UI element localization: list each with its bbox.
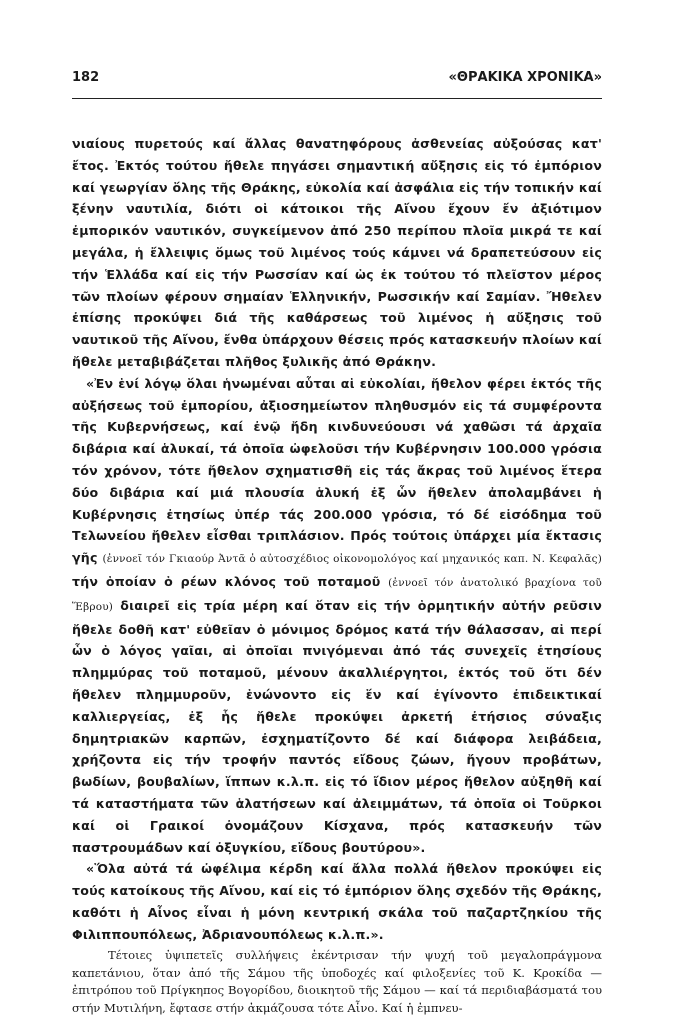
inline-editor-note: (ἐννοεῖ τόν ἀνατολικό βραχίονα τοῦ Ἕβρου) bbox=[72, 576, 602, 613]
paragraph-1 bbox=[72, 133, 602, 373]
paragraph-3 bbox=[72, 858, 602, 945]
paragraph-text: «Ὅλα αὐτά τά ὠφέλιμα κέρδη καί ἄλλα πολλά ἤθελον προκύψει εἰς τούς κατοίκους τῆς Αἴνου, καί εἰς τό ἐμπόριον ὅλης σχεδόν τῆς Θράκης, καθότι ἡ Αἶνος εἶναι ἡ μόνη κεντρική σκάλα τοῦ παζαρτζηκίου τῆς Φιλιππουπόλεως, Ἀδριανουπόλεως κ.λ.π.». bbox=[72, 861, 602, 942]
body-text bbox=[72, 133, 602, 945]
page-number: 182 bbox=[72, 70, 100, 85]
paragraph-2 bbox=[72, 373, 602, 859]
paragraph-text: διαιρεῖ εἰς τρία μέρη καί ὅταν εἰς τήν ὁρμητικήν αὐτήν ρεῦσιν ἤθελε δοθῆ κατ' εὐθεῖαν ὁ μόνιμος δρόμος κατά τήν θάλασσαν, αἱ περί ὧν ὁ λόγος γαῖαι, αἱ ὁποῖαι πνιγόμεναι ἀπό τάς συνεχεῖς ἐτησίους πλημμύρας τοῦ ποταμοῦ, μένουν ἀκαλλιέργητοι, ἐκτός τοῦ ὅτι δέν ἤθελεν πλημμυροῦν, ἑνώνοντο εἰς ἕν καί ἐγίνοντο ἐπιδεικτικαί καλλιεργείας, ἐξ ἧς ἤθελε προκύψει ἀρκετή ἐτήσιος σύναξις δημητριακῶν καρπῶν, ἐσχηματίζοντο δέ καί διάφορα λειβάδεια, χρήζοντα εἰς τήν τροφήν παντός εἴδους ζώων, ἤγουν προβάτων, βωδίων, βουβαλίων, ἵππων κ.λ.π. εἰς τό ἴδιον μέρος ἤθελον αὐξηθῆ καί τά καταστήματα τῶν ἁλατήσεων καί ἀλειμμάτων, τά ὁποῖα οἱ Τοῦρκοι καί οἱ Γραικοί ὀνομάζουν Κίσχανα, πρός κατασκευήν τῶν παστρουμάδων καί ὀξυγκίου, εἴδους βουτύρου». bbox=[72, 597, 602, 855]
paragraph-text: νιαίους πυρετούς καί ἄλλας θανατηφόρους ἀσθενείας αὐξούσας κατ' ἔτος. Ἐκτός τούτου ἤθελε πηγάσει σημαντική αὔξησις εἰς τό ἐμπόριον καί γεωργίαν ὅλης τῆς Θράκης, εὐκολία καί ἀσφάλια εἰς τήν τοπικήν καί ξένην ναυτιλία, διότι οἱ κάτοικοι τῆς Αἴνου ἔχουν ἔν ἀξιότιμον ἐμπορικόν ναυτικόν, συγκείμενον ἀπό 250 περίπου πλοῖα μικρά τε καί μεγάλα, ἡ ἔλλειψις ὅμως τοῦ λιμένος τούς κάμνει νά δραπετεύσουν εἰς τήν Ἑλλάδα καί εἰς τήν Ρωσσίαν καί ὡς ἐκ τούτου τό πλεῖστον μέρος τῶν πλοίων φέρουν σημαίαν Ἑλληνικήν, Ρωσσικήν καί Σαμίαν. Ἤθελεν ἐπίσης προκύψει διά τῆς καθάρσεως τοῦ λιμένος ἡ αὔξησις τοῦ ναυτικοῦ τῆς Αἴνου, ἔνθα ὑπάρχουν θέσεις πρός κατασκευήν πλοίων καί ἤθελε μεταβιβάζεται πλῆθος ξυλικῆς ἀπό Θράκην. bbox=[72, 136, 602, 369]
page bbox=[72, 70, 602, 1017]
paragraph-text: «Ἐν ἑνί λόγῳ ὅλαι ἡνωμέναι αὗται αἱ εὐκολίαι, ἤθελον φέρει ἐκτός τῆς αὐξήσεως τοῦ ἐμπορίου, ἀξιοσημείωτον πληθυσμόν εἰς τά συμφέροντα τῆς Κυβερνήσεως, καί ἐνῷ ἤδη κινδυνεύουσι νά χαθῶσι τά ἀρχαῖα διβάρια καί ἁλυκαί, τά ὁποῖα ὠφελοῦσι τήν Κυβέρνησιν 100.000 γρόσια τόν χρόνον, τότε ἤθελον σχηματισθῆ εἰς τάς ἄκρας τοῦ λιμένος ἕτερα δύο διβάρια καί μιά πλουσία ἁλυκή ἐξ ὧν ἤθελεν ἀπολαμβάνει ἡ Κυβέρνησις ἐτησίως ὑπέρ τάς 200.000 γρόσια, τό δέ εἰσόδημα τοῦ Τελωνείου ἤθελεν εἶσθαι τριπλάσιον. Πρός τούτοις ὑπάρχει μία ἔκτασις γῆς bbox=[72, 375, 602, 566]
inline-editor-note: (ἐννοεῖ τόν Γκιαούρ Ἀντᾶ ὁ αὐτοσχέδιος οἰκονομολόγος καί μηχανικός καπ. Ν. Κεφαλᾶς) bbox=[102, 553, 602, 566]
running-title: «ΘΡΑΚΙΚΑ ΧΡΟΝΙΚΑ» bbox=[448, 70, 602, 85]
footnote: Τέτοιες ὑψιπετεῖς συλλήψεις ἐκέντρισαν τήν ψυχή τοῦ μεγαλοπράγμονα καπετάνιου, ὅταν ἀπό τῆς Σάμου τῆς ὑποδοχές καί φιλοξενίες τοῦ Κ. Κροκίδα — ἐπιτρόπου τοῦ Πρίγκηπος Βογορίδου, διοικητοῦ τῆς Σάμου — καί τά περιδιαβάσματά του στήν Μυτιλήνη, ἔφτασε στήν ἀκμάζουσα τότε Αἶνο. Καί ἡ ἐμπνευ- bbox=[72, 948, 602, 1015]
paragraph-text: τήν ὁποίαν ὁ ρέων κλόνος τοῦ ποταμοῦ bbox=[72, 573, 389, 589]
running-header bbox=[72, 70, 602, 99]
